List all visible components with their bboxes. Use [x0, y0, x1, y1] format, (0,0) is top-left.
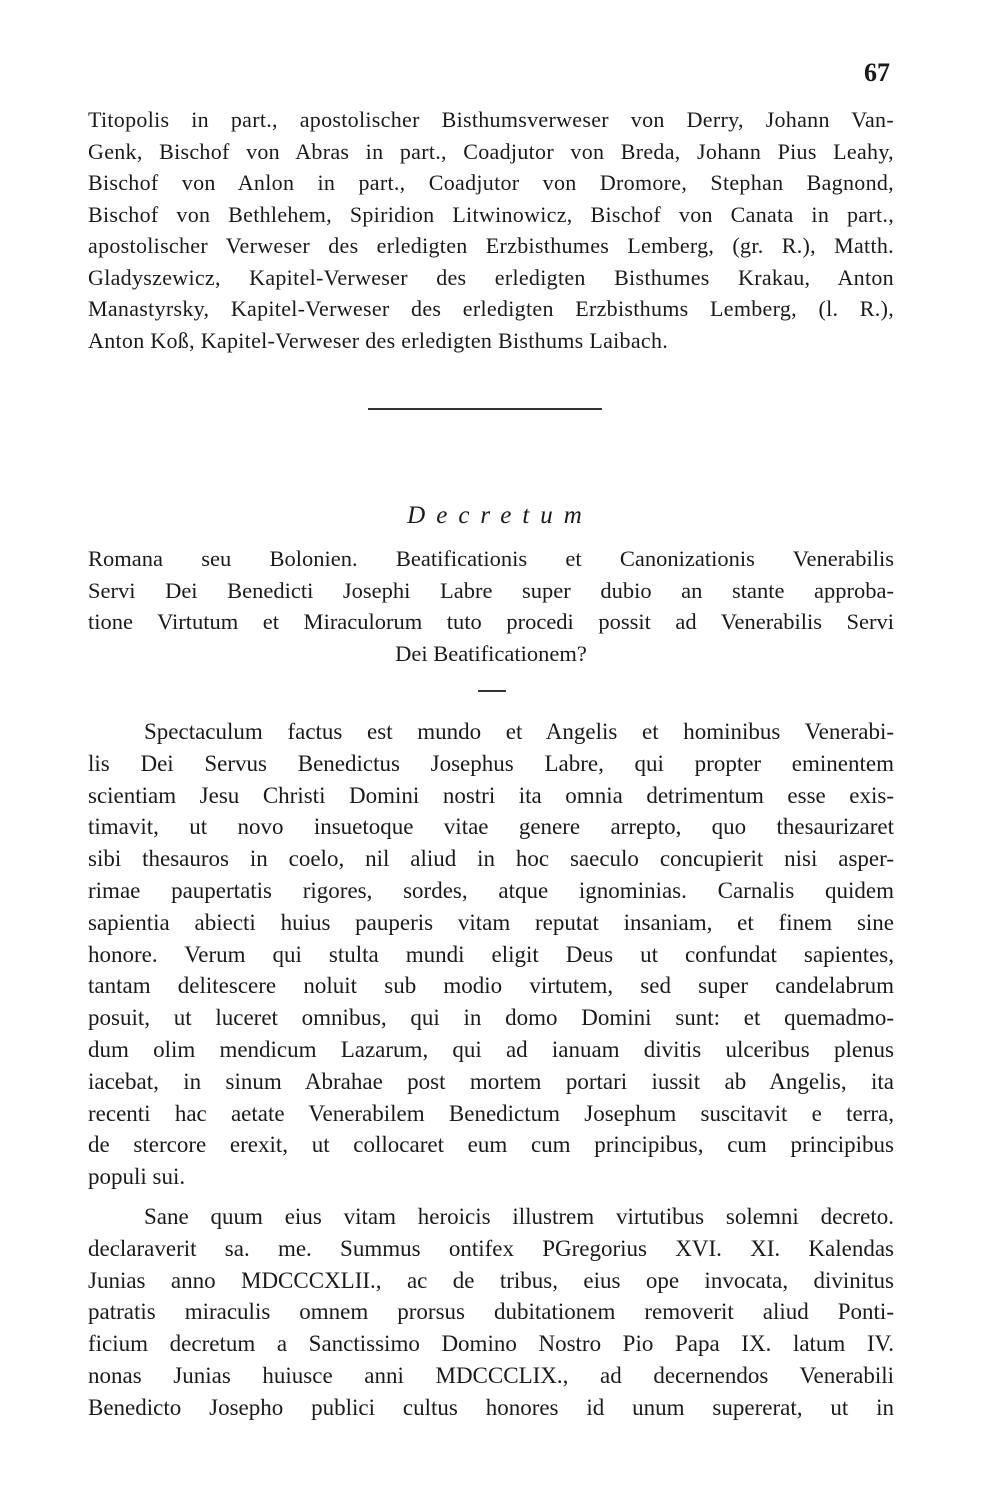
short-divider — [478, 690, 506, 692]
text-line: Spectaculum factus est mundo et Angelis et hominibus Venerabi- — [144, 719, 894, 744]
text-line: patratis miraculis omnem prorsus dubitationem removerit aliud Ponti- — [88, 1299, 894, 1325]
text-line: timavit, ut novo insuetoque vitae genere arrepto, quo thesaurizaret — [88, 814, 894, 840]
text-line: de stercore erexit, ut collocaret eum cum principibus, cum principibus — [88, 1132, 894, 1158]
section-divider — [368, 408, 602, 410]
decree-subject — [88, 543, 894, 669]
text-line: posuit, ut luceret omnibus, qui in domo Domini sunt: et quemadmo- — [88, 1005, 894, 1031]
text-line: iacebat, in sinum Abrahae post mortem portari iussit ab Angelis, ita — [88, 1068, 894, 1094]
text-line: Bischof von Anlon in part., Coadjutor von Dromore, Stephan Bagnond, — [88, 170, 894, 195]
text-line: tantam delitescere noluit sub modio virtutem, sed super candelabrum — [88, 973, 894, 999]
text-line: apostolischer Verweser des erledigten Erzbisthumes Lemberg, (gr. R.), Matth. — [88, 233, 894, 258]
text-line: scientiam Jesu Christi Domini nostri ita omnia detrimentum esse exis- — [88, 782, 894, 808]
text-line: ficium decretum a Sanctissimo Domino Nostro Pio Papa IX. latum IV. — [88, 1331, 894, 1357]
text-line: recenti hac aetate Venerabilem Benedictum Josephum suscitavit e terra, — [88, 1100, 894, 1126]
text-line: honore. Verum qui stulta mundi eligit Deus ut confundat sapientes, — [88, 941, 894, 967]
text-line: tione Virtutum et Miraculorum tuto procedi possit ad Venerabilis Servi — [88, 609, 894, 634]
section-title: Decretum — [407, 502, 593, 529]
text-line: Sane quum eius vitam heroicis illustrem virtutibus solemni decreto. — [144, 1203, 894, 1229]
page-number: 67 — [864, 58, 890, 87]
text-line: rimae paupertatis rigores, sordes, atque ignominias. Carnalis quidem — [88, 877, 894, 903]
text-line: Dei Beatificationem? — [395, 640, 587, 666]
text-line: Genk, Bischof von Abras in part., Coadjutor von Breda, Johann Pius Leahy, — [88, 138, 894, 164]
text-line: Titopolis in part., apostolischer Bisthumsverweser von Derry, Johann Van- — [88, 107, 894, 132]
text-line: sapientia abiecti huius pauperis vitam reputat insaniam, et finem sine — [88, 909, 894, 935]
decree-body — [88, 716, 894, 1424]
text-line: nonas Junias huiusce anni MDCCCLIX., ad decernendos Venerabili — [88, 1362, 894, 1388]
text-line: Junias anno MDCCCXLII., ac de tribus, eius ope invocata, divinitus — [88, 1267, 894, 1293]
text-line: Benedicto Josepho publici cultus honores id unum supererat, ut in — [88, 1394, 894, 1420]
text-line: sibi thesauros in coelo, nil aliud in hoc saeculo concupierit nisi asper- — [88, 846, 894, 872]
text-line: Servi Dei Benedicti Josephi Labre super dubio an stante approba- — [88, 577, 894, 603]
text-line: dum olim mendicum Lazarum, qui ad ianuam divitis ulceribus plenus — [88, 1036, 894, 1062]
german-text-block — [88, 104, 894, 356]
text-line: Gladyszewicz, Kapitel-Verweser des erledigten Bisthumes Krakau, Anton — [88, 264, 894, 290]
text-line: Manastyrsky, Kapitel-Verweser des erledigten Erzbisthums Lemberg, (l. R.), — [88, 296, 894, 321]
text-line: Anton Koß, Kapitel-Verweser des erledigten Bisthums Laibach. — [88, 327, 669, 353]
text-line: populi sui. — [88, 1164, 186, 1190]
text-line: Romana seu Bolonien. Beatificationis et Canonizationis Venerabilis — [88, 546, 894, 571]
text-line: Bischof von Bethlehem, Spiridion Litwinowicz, Bischof von Canata in part., — [88, 201, 894, 227]
text-line: declaraverit sa. me. Summus ontifex PGregorius XVI. XI. Kalendas — [88, 1235, 894, 1261]
text-line: lis Dei Servus Benedictus Josephus Labre, qui propter eminentem — [88, 750, 894, 776]
